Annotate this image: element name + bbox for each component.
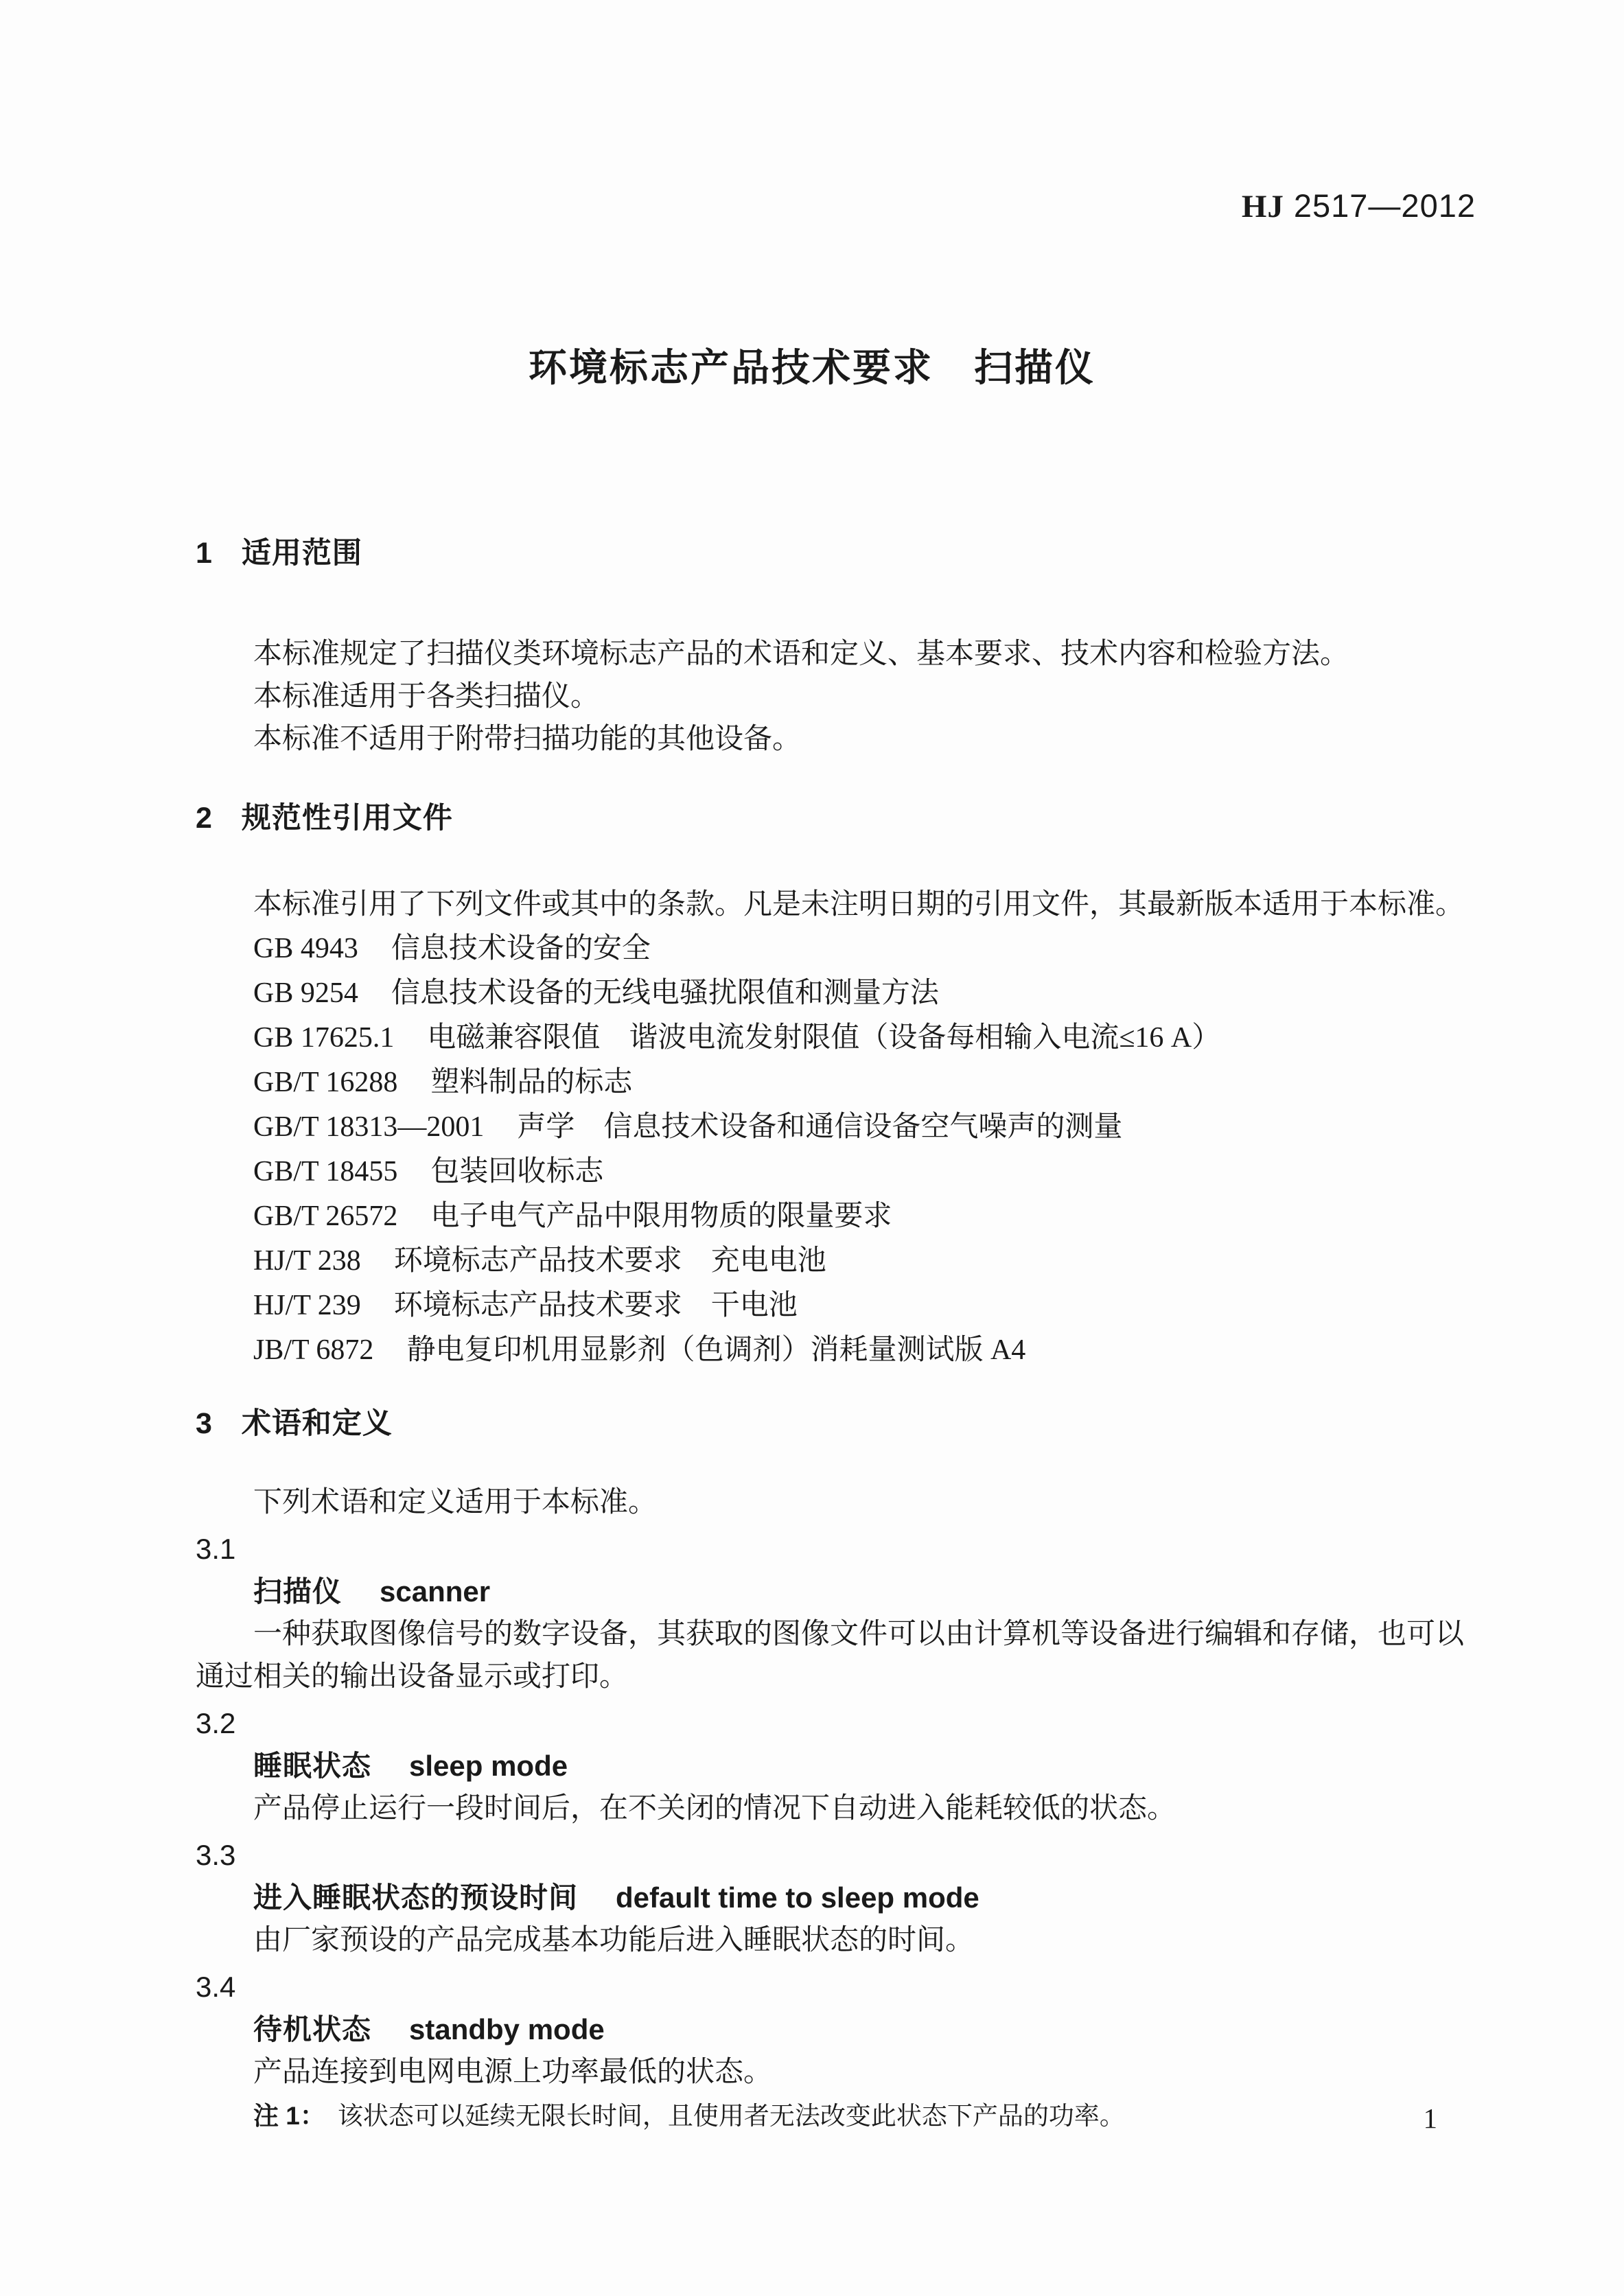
- reference-item: [196, 927, 1481, 971]
- reference-code: HJ/T 239: [253, 1290, 361, 1321]
- section-2-title: 规范性引用文件: [241, 802, 453, 835]
- references-intro: 本标准引用了下列文件或其中的条款。凡是未注明日期的引用文件，其最新版本适用于本标准。: [253, 889, 1465, 920]
- reference-code: GB 17625.1: [253, 1022, 395, 1054]
- term-number: 3.3: [196, 1839, 236, 1871]
- reference-item: [196, 1239, 1481, 1284]
- term-heading: [196, 1570, 1481, 1613]
- note: [196, 2099, 1481, 2134]
- reference-title: 静电复印机用显影剂（色调剂）消耗量测试版 A4: [406, 1334, 1026, 1366]
- term-en: scanner: [380, 1575, 491, 1608]
- page-title: 环境标志产品技术要求 扫描仪: [529, 346, 1095, 389]
- term-definition: 产品停止运行一段时间后，在不关闭的情况下自动进入能耗较低的状态。: [253, 1793, 1176, 1824]
- reference-title: 电磁兼容限值 谐波电流发射限值（设备每相输入电流≤16 A）: [427, 1022, 1221, 1054]
- reference-code: GB/T 18455: [253, 1156, 398, 1187]
- term-heading: [196, 2008, 1481, 2051]
- reference-item: [196, 1016, 1481, 1060]
- note-text: 该状态可以延续无限长时间，且使用者无法改变此状态下产品的功率。: [337, 2102, 1125, 2131]
- reference-list: [196, 927, 1481, 1373]
- paragraph: 本标准不适用于附带扫描功能的其他设备。: [253, 723, 802, 755]
- reference-title: 塑料制品的标志: [430, 1067, 633, 1098]
- reference-code: GB 4943: [253, 933, 358, 964]
- section-1-number: 1: [196, 537, 213, 570]
- reference-code: GB/T 18313—2001: [253, 1111, 485, 1143]
- term-block: [196, 1834, 1481, 1962]
- reference-item: [196, 1194, 1481, 1239]
- reference-code: JB/T 6872: [253, 1334, 374, 1366]
- reference-title: 环境标志产品技术要求 干电池: [393, 1290, 798, 1321]
- reference-item: [196, 1150, 1481, 1194]
- standard-code-prefix: HJ: [1241, 189, 1284, 224]
- term-definition: 由厂家预设的产品完成基本功能后进入睡眠状态的时间。: [253, 1925, 975, 1956]
- term-zh: 待机状态: [253, 2013, 372, 2045]
- term-block: [196, 1966, 1481, 2134]
- term-block: [196, 1528, 1481, 1698]
- section-2-number: 2: [196, 802, 213, 835]
- section-3-title: 术语和定义: [241, 1407, 393, 1440]
- term-heading: [196, 1877, 1481, 1919]
- term-en: default time to sleep mode: [616, 1881, 979, 1914]
- term-number: 3.1: [196, 1533, 236, 1565]
- term-definition: 产品连接到电网电源上功率最低的状态。: [253, 2056, 773, 2088]
- reference-code: GB/T 26572: [253, 1201, 398, 1232]
- reference-item: [196, 1328, 1481, 1373]
- reference-item: [196, 1284, 1481, 1328]
- standard-code-number: 2517—2012: [1293, 187, 1476, 224]
- paragraph: 本标准适用于各类扫描仪。: [253, 681, 600, 712]
- reference-title: 环境标志产品技术要求 充电电池: [393, 1245, 826, 1277]
- reference-title: 包装回收标志: [430, 1156, 604, 1187]
- reference-code: GB 9254: [253, 977, 358, 1009]
- reference-code: GB/T 16288: [253, 1067, 398, 1098]
- term-en: standby mode: [409, 2013, 605, 2045]
- reference-title: 信息技术设备的无线电骚扰限值和测量方法: [391, 977, 939, 1009]
- reference-title: 信息技术设备的安全: [391, 933, 651, 964]
- term-zh: 扫描仪: [253, 1575, 343, 1608]
- reference-item: [196, 1060, 1481, 1105]
- section-3-number: 3: [196, 1407, 213, 1440]
- section-3-heading: [196, 1406, 1481, 1441]
- section-1-heading: [196, 535, 1481, 571]
- section-2-heading: [196, 800, 1481, 836]
- page-number: 1: [1423, 2102, 1437, 2134]
- term-block: [196, 1702, 1481, 1830]
- document-content: [196, 535, 1481, 2134]
- term-number: 3.2: [196, 1707, 236, 1739]
- terms-intro: 下列术语和定义适用于本标准。: [253, 1487, 658, 1518]
- term-definition: 一种获取图像信号的数字设备，其获取的图像文件可以由计算机等设备进行编辑和存储，也可以通过相关的输出设备显示或打印。: [196, 1619, 1465, 1693]
- reference-title: 电子电气产品中限用物质的限量要求: [430, 1201, 892, 1232]
- reference-item: [196, 1105, 1481, 1150]
- note-label: 注 1：: [253, 2102, 325, 2130]
- term-number: 3.4: [196, 1971, 236, 2003]
- term-heading: [196, 1745, 1481, 1787]
- term-en: sleep mode: [409, 1750, 568, 1782]
- section-1-title: 适用范围: [241, 537, 362, 570]
- term-zh: 进入睡眠状态的预设时间: [253, 1881, 579, 1914]
- standard-code: [1242, 187, 1476, 225]
- paragraph: 本标准规定了扫描仪类环境标志产品的术语和定义、基本要求、技术内容和检验方法。: [253, 638, 1349, 670]
- reference-item: [196, 971, 1481, 1016]
- reference-code: HJ/T 238: [253, 1245, 361, 1277]
- reference-title: 声学 信息技术设备和通信设备空气噪声的测量: [517, 1111, 1123, 1143]
- term-zh: 睡眠状态: [253, 1750, 372, 1782]
